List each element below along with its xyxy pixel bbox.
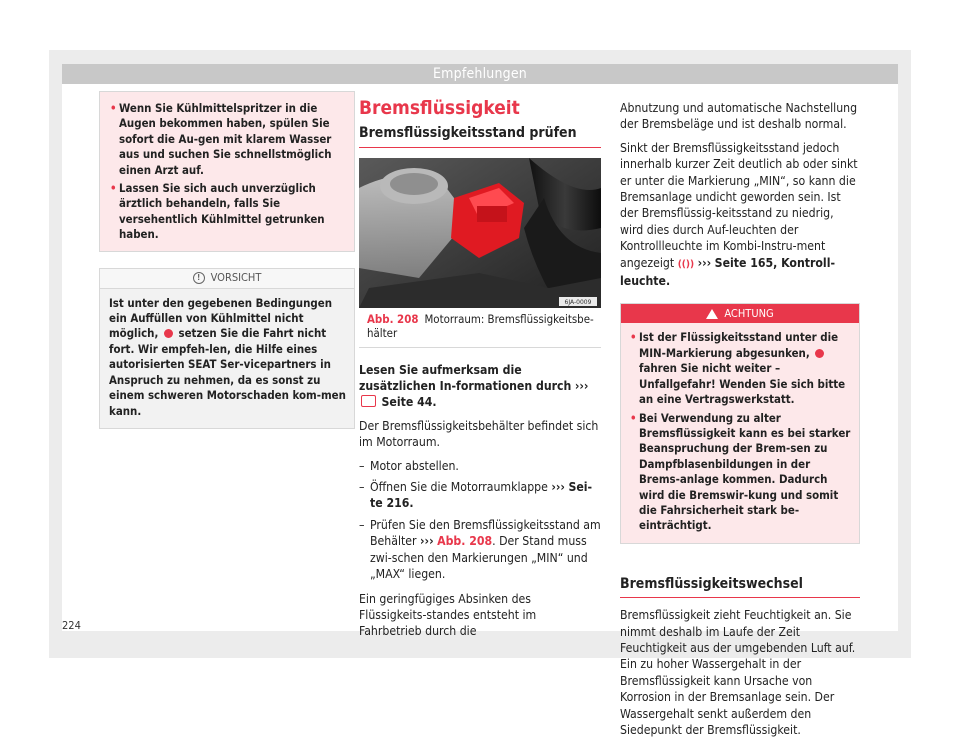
column-middle [359, 97, 601, 647]
step-ref[interactable]: Sei-te 216. [370, 480, 593, 511]
subsection-heading: Bremsflüssigkeitsstand prüfen [359, 125, 601, 147]
stop-icon [164, 329, 173, 338]
danger-bullet: • Bei Verwendung zu alter Bremsflüssigkeit kann es bei starker Beanspruchung der Brem-sen zu Dampfblasenbildungen in der Brems-anlage kommen. Dadurch wird die Bremswir-kung und somit die Fahrsicherheit stark be-einträchtigt. [630, 411, 851, 534]
figure-caption [359, 308, 601, 348]
danger-bullet: • Ist der Flüssigkeitsstand unter die MIN-Markierung abgesunken, fahren Sie nicht weiter – Unfallgefahr! Wenden Sie sich bitte an eine Vertragswerkstatt. [630, 330, 851, 407]
danger-header [621, 304, 859, 323]
intro-text: Lesen Sie aufmerksam die zusätzlichen In-formationen durch [359, 362, 572, 394]
section-heading: Bremsflüssigkeit [359, 97, 520, 119]
warning-box [99, 91, 355, 252]
subsection-heading: Bremsflüssigkeitswechsel [620, 576, 860, 598]
paragraph: Der Bremsflüssigkeitsbehälter befindet sich im Motorraum. [359, 418, 599, 450]
paragraph: Bremsflüssigkeit zieht Feuchtigkeit an. Sie nimmt deshalb im Laufe der Zeit Feuchtigkeit aus der umgebenden Luft auf. Ein zu hoher Wassergehalt in der Bremsflüssigkeit kann Ursache von Korrosion in der Bremsanlage sein. Der Wassergehalt senkt außerdem den Siedepunkt der Bremsflüssigkeit. [620, 608, 856, 737]
paragraph: Abnutzung und automatische Nachstellung der Bremsbeläge und ist deshalb normal. [620, 101, 858, 132]
warning-bullet: • Lassen Sie sich auch unverzüglich ärztlich behandeln, falls Sie versehentlich Kühlmittel getrunken haben. [110, 181, 346, 243]
caution-box [99, 268, 355, 429]
warning-bullet: • Wenn Sie Kühlmittelspritzer in die Augen bekommen haben, spülen Sie sofort die Au-gen mit klarem Wasser aus und suchen Sie schnellstmöglich einen Arzt auf. [110, 101, 346, 178]
book-icon [361, 395, 376, 407]
warning-triangle-icon [706, 309, 718, 319]
intro-paragraph: Lesen Sie aufmerksam die zusätzlichen In-formationen durch ››› Seite 44. [359, 362, 589, 410]
step-item: – Motor abstellen. [359, 458, 601, 474]
caution-text-a: Ist unter den gegebenen Bedingungen ein Auffüllen von Kühlmittel nicht möglich, [109, 295, 332, 341]
caution-header [100, 269, 354, 289]
stop-icon [815, 349, 824, 358]
section-header: Empfehlungen [62, 64, 898, 84]
page-ref[interactable]: Seite 165, Kontroll-leuchte [620, 255, 835, 289]
intro-ref[interactable]: Seite 44. [381, 395, 437, 410]
danger-box [620, 303, 860, 543]
brake-warning-lamp-icon: (()) [677, 258, 695, 270]
danger-body [621, 323, 859, 542]
figure-label: Abb. 208 [367, 311, 419, 326]
caution-text [100, 289, 354, 428]
caution-text-b: setzen Sie die Fahrt nicht fort. Wir empfeh-len, die Hilfe eines autorisierten SEAT Ser-vicepartners in Anspruch zu nehmen, da es sonst zu einem schweren Motorschaden kom-men kann. [109, 326, 346, 418]
brake-fluid-reservoir-image [359, 158, 601, 308]
figure-ref-link[interactable]: Abb. 208 [437, 534, 493, 549]
paragraph: Ein geringfügiges Absinken des Flüssigkeits-standes entsteht im Fahrbetrieb durch die [359, 591, 537, 639]
caution-label: VORSICHT [210, 270, 262, 284]
column-left [99, 91, 355, 429]
figure-code: 6JA-0009 [564, 298, 592, 306]
figure-caption-text: Motorraum: Bremsflüssigkeitsbe-hälter [367, 311, 594, 341]
paragraph: Sinkt der Bremsflüssigkeitsstand jedoch innerhalb kurzer Zeit deutlich ab oder sinkt er unter die Markierung „MIN“, so kann die Bremsanlage undicht geworden sein. Ist der Bremsflüssig-keitsstand zu niedrig, wird dies durch Auf-leuchten der Kontrollleuchte im Kombi-Instru-ment angezeigt (()) ››› Seite 165, Kontroll-leuchte. [620, 140, 858, 289]
info-circle-icon: ! [193, 272, 205, 284]
column-right [620, 100, 860, 745]
danger-label: ACHTUNG [724, 306, 774, 320]
page-number: 224 [62, 619, 81, 632]
step-item: – Prüfen Sie den Bremsflüssigkeitsstand am Behälter ››› Abb. 208. Der Stand muss zwi-schen den Markierungen „MIN“ und „MAX“ liegen. [359, 517, 601, 583]
step-item: – Öffnen Sie die Motorraumklappe ››› Sei-te 216. [359, 479, 601, 512]
